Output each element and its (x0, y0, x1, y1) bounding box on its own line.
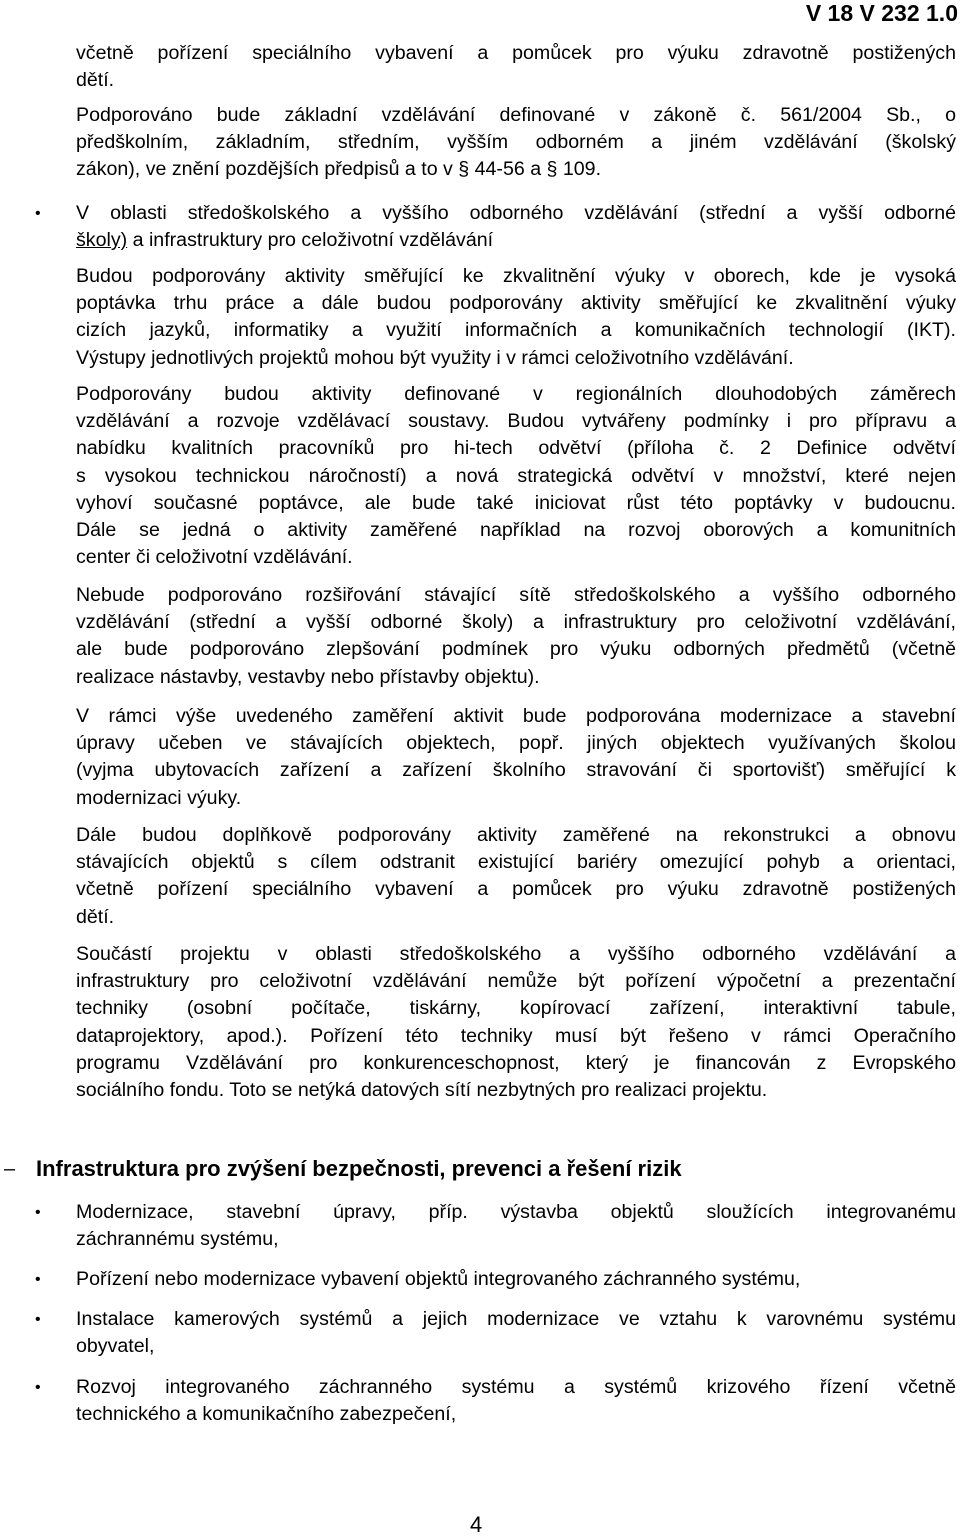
bullet-marker: • (35, 1379, 41, 1396)
paragraph-quality (76, 263, 956, 372)
text-line: s vysokou technickou náročností) a nová strategická odvětví v množství, které nejen (76, 464, 956, 487)
text-line: center či celoživotní vzdělávání. (76, 546, 353, 569)
text-line: techniky (osobní počítače, tiskárny, kopírovací zařízení, interaktivní tabule, (76, 997, 956, 1020)
underlined-text: školy) (76, 229, 128, 252)
text-line (76, 227, 956, 254)
text-line: technického a komunikačního zabezpečení, (76, 1403, 457, 1426)
text-line: dětí. (76, 905, 115, 928)
list-item (76, 1306, 956, 1360)
text-line: realizace nástavby, vestavby nebo přístavby objektu). (76, 665, 540, 688)
text-line: dětí. (76, 69, 115, 92)
text-line: Součástí projektu v oblasti středoškolského a vyššího odborného vzdělávání a (76, 943, 956, 965)
text-line: Podporovány budou aktivity definované v regionálních dlouhodobých záměrech (76, 383, 956, 405)
text-line: cizích jazyků, informatiky a využití informačních a komunikačních technologií (IKT). (76, 319, 956, 342)
text-line: úpravy učeben ve stávajících objektech, popř. jiných objektech využívaných školou (76, 732, 956, 755)
document-code: V 18 V 232 1.0 (805, 0, 958, 26)
text-line: vzdělávání a rozvoje vzdělávací soustavy. Budou vytvářeny podmínky i pro přípravu a (76, 410, 956, 433)
text-line: Pořízení nebo modernizace vybavení objektů integrovaného záchranného systému, (76, 1268, 801, 1290)
paragraph-reconstruction (76, 822, 956, 931)
text-line: Budou podporovány aktivity směřující ke zkvalitnění výuky v oborech, kde je vysoká (76, 265, 956, 287)
bullet-marker: • (35, 1204, 41, 1221)
bullet-item-secondary-education (76, 200, 956, 254)
text-line: modernizaci výuky. (76, 786, 242, 809)
text-line: (vyjma ubytovacích zařízení a zařízení školního stravování či sportovišť) směřující k (76, 759, 956, 782)
text-line: předškolním, základním, středním, vyšším odborném a jiném vzdělávání (školský (76, 131, 956, 154)
text-line: Dále budou doplňkově podporovány aktivity zaměřené na rekonstrukci a obnovu (76, 824, 956, 846)
paragraph-continuation (76, 40, 956, 94)
paragraph-law-reference (76, 102, 956, 184)
text-line: Nebude podporováno rozšiřování stávající sítě středoškolského a vyššího odborného (76, 584, 956, 606)
section-heading: Infrastruktura pro zvýšení bezpečnosti, prevenci a řešení rizik (36, 1156, 682, 1181)
text-line: ale bude podporováno zlepšování podmínek pro výuku odborných předmětů (včetně (76, 638, 956, 661)
text-line: poptávka trhu práce a dále budou podporovány aktivity směřující ke zkvalitnění výuky (76, 292, 956, 315)
section-dash: – (4, 1158, 16, 1180)
text-line: záchrannému systému, (76, 1228, 279, 1251)
text-line: obyvatel, (76, 1335, 155, 1358)
bullet-marker: • (35, 1271, 41, 1288)
text-line: zákon), ve znění pozdějších předpisů a to v § 44-56 a § 109. (76, 158, 602, 181)
text-fragment: a infrastruktury pro celoživotní vzdělávání (127, 229, 494, 252)
text-line: V oblasti středoškolského a vyššího odborného vzdělávání (střední a vyšší odborné (76, 202, 956, 224)
text-line: nabídku kvalitních pracovníků pro hi-tech odvětví (příloha č. 2 Definice odvětví (76, 437, 956, 460)
text-line: dataprojektory, apod.). Pořízení této techniky musí být řešeno v rámci Operačního (76, 1024, 956, 1047)
text-line: Instalace kamerových systémů a jejich modernizace ve vztahu k varovnému systému (76, 1308, 956, 1330)
paragraph-regional-plans (76, 381, 956, 571)
text-line: včetně pořízení speciálního vybavení a pomůcek pro výuku zdravotně postižených (76, 42, 956, 64)
paragraph-no-expansion (76, 582, 956, 691)
text-line: Dále se jedná o aktivity zaměřené například na rozvoj oborových a komunitních (76, 519, 956, 542)
text-line: Rozvoj integrovaného záchranného systému a systémů krizového řízení včetně (76, 1376, 956, 1398)
text-line: vzdělávání (střední a vyšší odborné školy) a infrastruktury pro celoživotní vzdělávání, (76, 611, 956, 634)
list-item (76, 1199, 956, 1253)
text-line: programu Vzdělávání pro konkurenceschopnost, který je financován z Evropského (76, 1051, 956, 1074)
text-line: sociálního fondu. Toto se netýká datových sítí nezbytných pro realizaci projektu. (76, 1079, 768, 1102)
text-line: V rámci výše uvedeného zaměření aktivit bude podporována modernizace a stavební (76, 705, 956, 727)
paragraph-equipment (76, 941, 956, 1104)
text-line: Výstupy jednotlivých projektů mohou být využity i v rámci celoživotního vzdělávání. (76, 346, 794, 369)
text-line: Podporováno bude základní vzdělávání definované v zákoně č. 561/2004 Sb., o (76, 104, 956, 126)
page-number: 4 (470, 1512, 483, 1537)
text-line: včetně pořízení speciálního vybavení a pomůcek pro výuku zdravotně postižených (76, 878, 956, 901)
bullet-marker: • (35, 205, 41, 222)
text-line: vyhoví současné poptávce, ale bude také iniciovat růst této poptávky v budoucnu. (76, 491, 956, 514)
list-item (76, 1266, 956, 1293)
bullet-marker: • (35, 1311, 41, 1328)
text-line: infrastruktury pro celoživotní vzdělávání nemůže být pořízení výpočetní a prezentační (76, 970, 956, 993)
paragraph-modernization (76, 703, 956, 812)
list-item (76, 1374, 956, 1428)
text-line: stávajících objektů s cílem odstranit existující bariéry omezující pohyb a orientaci, (76, 851, 956, 874)
text-line: Modernizace, stavební úpravy, příp. výstavba objektů sloužících integrovanému (76, 1201, 956, 1223)
